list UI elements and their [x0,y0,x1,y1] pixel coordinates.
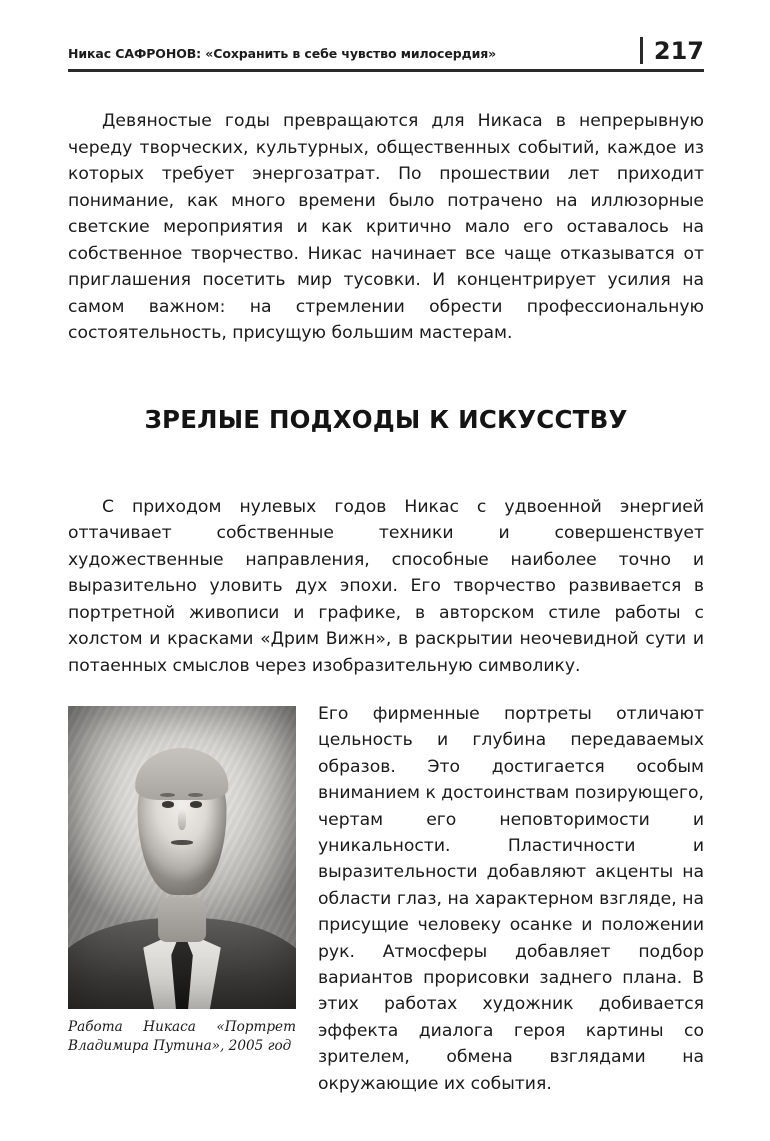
running-header-title: Никас САФРОНОВ: «Сохранить в себе чувство милосердия» [68,46,497,61]
section-heading: ЗРЕЛЫЕ ПОДХОДЫ К ИСКУССТВУ [144,404,628,434]
header-rule [68,69,704,72]
portrait-vignette [68,706,296,1009]
page-content [68,34,704,1097]
page-number-divider [640,37,643,64]
body-paragraph-3: Его фирменные портреты отличают цельность и глубина передаваемых образов. Это достигается особым вниманием к достоинствам позирующего, чертам его неповторимости и уникальности. Пластичности и выразительности добавляют акценты на области глаз, на характерном взгляде, на присущие человеку осанке и положении рук. Атмосферы добавляет подбор вариантов прорисовки заднего плана. В этих работах художник добивается эффекта диалога героя картины со зрителем, обмена взглядами на окружающие их события. [318,704,704,1094]
portrait-image [68,706,296,1009]
figure-caption: Работа Никаса «Портрет Владимира Путина», 2005 год [68,1019,296,1054]
body-paragraph-1: Девяностые годы превращаются для Никаса в непрерывную череду творческих, культурных, общественных событий, каждое из которых требует энергозатрат. По прошествии лет приходит понимание, как много времени было потрачено на иллюзорные светские мероприятия и как критично мало его оставалось на собственное творчество. Никас начинает все чаще отказыватся от приглашения посетить мир тусовки. И концентрирует усилия на самом важном: на стремлении обрести профессиональную состоятельность, присущую большим мастерам. [68,111,704,343]
page-number-group [640,37,704,64]
figure-portrait [68,706,296,1056]
running-header [68,34,704,64]
figure-with-wrapped-text [68,701,704,1097]
page-number: 217 [653,37,704,65]
body-paragraph-2: С приходом нулевых годов Никас с удвоенной энергией оттачивает собственные техники и совершенствует художественные направления, способные наиболее точно и выразительно уловить дух эпохи. Его творчество развивается в портретной живописи и графике, в авторском стиле работы с холстом и красками «Дрим Вижн», в раскрытии неочевидной сути и потаенных смыслов через изобразительную символику. [68,496,704,676]
